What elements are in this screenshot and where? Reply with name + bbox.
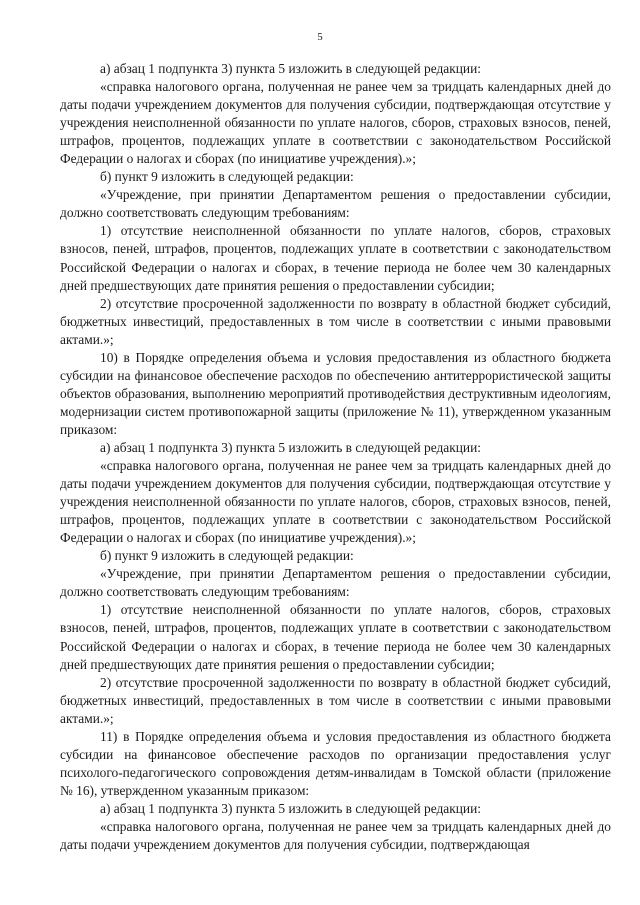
page-number: 5	[317, 31, 323, 43]
paragraph-3: б) пункт 9 изложить в следующей редакции:	[100, 169, 354, 185]
paragraph-11: «Учреждение, при принятии Департаментом решения о предоставлении субсидии, должно соответствовать следующим требованиям:	[60, 566, 611, 600]
paragraph-1: а) абзац 1 подпункта 3) пункта 5 изложить в следующей редакции:	[100, 61, 481, 76]
paragraph-9: «справка налогового органа, полученная не ранее чем за тридцать календарных дней до даты подачи учреждением документов для получения субсидии, подтверждающая отсутствие у учреждения неисполненной обязанности по уплате налогов, сборов, страховых взносов, пеней, штрафов, процентов, подлежащих уплате в соответствии с законодательством Российской Федерации о налогах и сборах (по инициативе учреждения).»;	[60, 458, 611, 546]
paragraph-6: 2) отсутствие просроченной задолженности по возврату в областной бюджет субсидий, бюджетных инвестиций, предоставленных в том числе в соответствии с иными правовыми актами.»;	[60, 295, 611, 347]
paragraph-15: а) абзац 1 подпункта 3) пункта 5 изложить в следующей редакции:	[100, 800, 481, 816]
paragraph-10: б) пункт 9 изложить в следующей редакции:	[100, 548, 354, 564]
paragraph-8: а) абзац 1 подпункта 3) пункта 5 изложить в следующей редакции:	[100, 439, 481, 455]
paragraph-5: 1) отсутствие неисполненной обязанности по уплате налогов, сборов, страховых взносов, пеней, штрафов, процентов, подлежащих уплате в соответствии с законодательством Российской Федерации о налогах и сборах, в течение периода не более чем 30 календарных дней предшествующих дате принятия решения о предоставлении субсидии;	[60, 223, 611, 293]
paragraph-4: «Учреждение, при принятии Департаментом решения о предоставлении субсидии, должно соответствовать следующим требованиям:	[60, 187, 611, 221]
paragraph-7: 10) в Порядке определения объема и условия предоставления из областного бюджета субсидии на финансовое обеспечение расходов по обеспечению антитеррористической защиты объектов образования, выполнению мероприятий противодействия деструктивным идеологиям, модернизации систем противопожарной защиты (приложение № 11), утвержденном указанным приказом:	[60, 349, 611, 437]
paragraph-2: «справка налогового органа, полученная не ранее чем за тридцать календарных дней до даты подачи учреждением документов для получения субсидии, подтверждающая отсутствие у учреждения неисполненной обязанности по уплате налогов, сборов, страховых взносов, пеней, штрафов, процентов, подлежащих уплате в соответствии с законодательством Российской Федерации о налогах и сборах (по инициативе учреждения).»;	[60, 79, 611, 167]
paragraph-16: «справка налогового органа, полученная не ранее чем за тридцать календарных дней до даты подачи учреждением документов для получения субсидии, подтверждающая	[60, 818, 611, 853]
paragraph-13: 2) отсутствие просроченной задолженности по возврату в областной бюджет субсидий, бюджетных инвестиций, предоставленных в том числе в соответствии с иными правовыми актами.»;	[60, 674, 611, 726]
paragraph-12: 1) отсутствие неисполненной обязанности по уплате налогов, сборов, страховых взносов, пеней, штрафов, процентов, подлежащих уплате в соответствии с законодательством Российской Федерации о налогах и сборах, в течение периода не более чем 30 календарных дней предшествующих дате принятия решения о предоставлении субсидии;	[60, 602, 611, 672]
paragraph-14: 11) в Порядке определения объема и условия предоставления из областного бюджета субсидии на финансовое обеспечение расходов по организации предоставления услуг психолого-педагогического сопровождения детям-инвалидам в Томской области (приложение № 16), утвержденном указанным приказом:	[60, 728, 611, 798]
document-body	[60, 60, 611, 854]
